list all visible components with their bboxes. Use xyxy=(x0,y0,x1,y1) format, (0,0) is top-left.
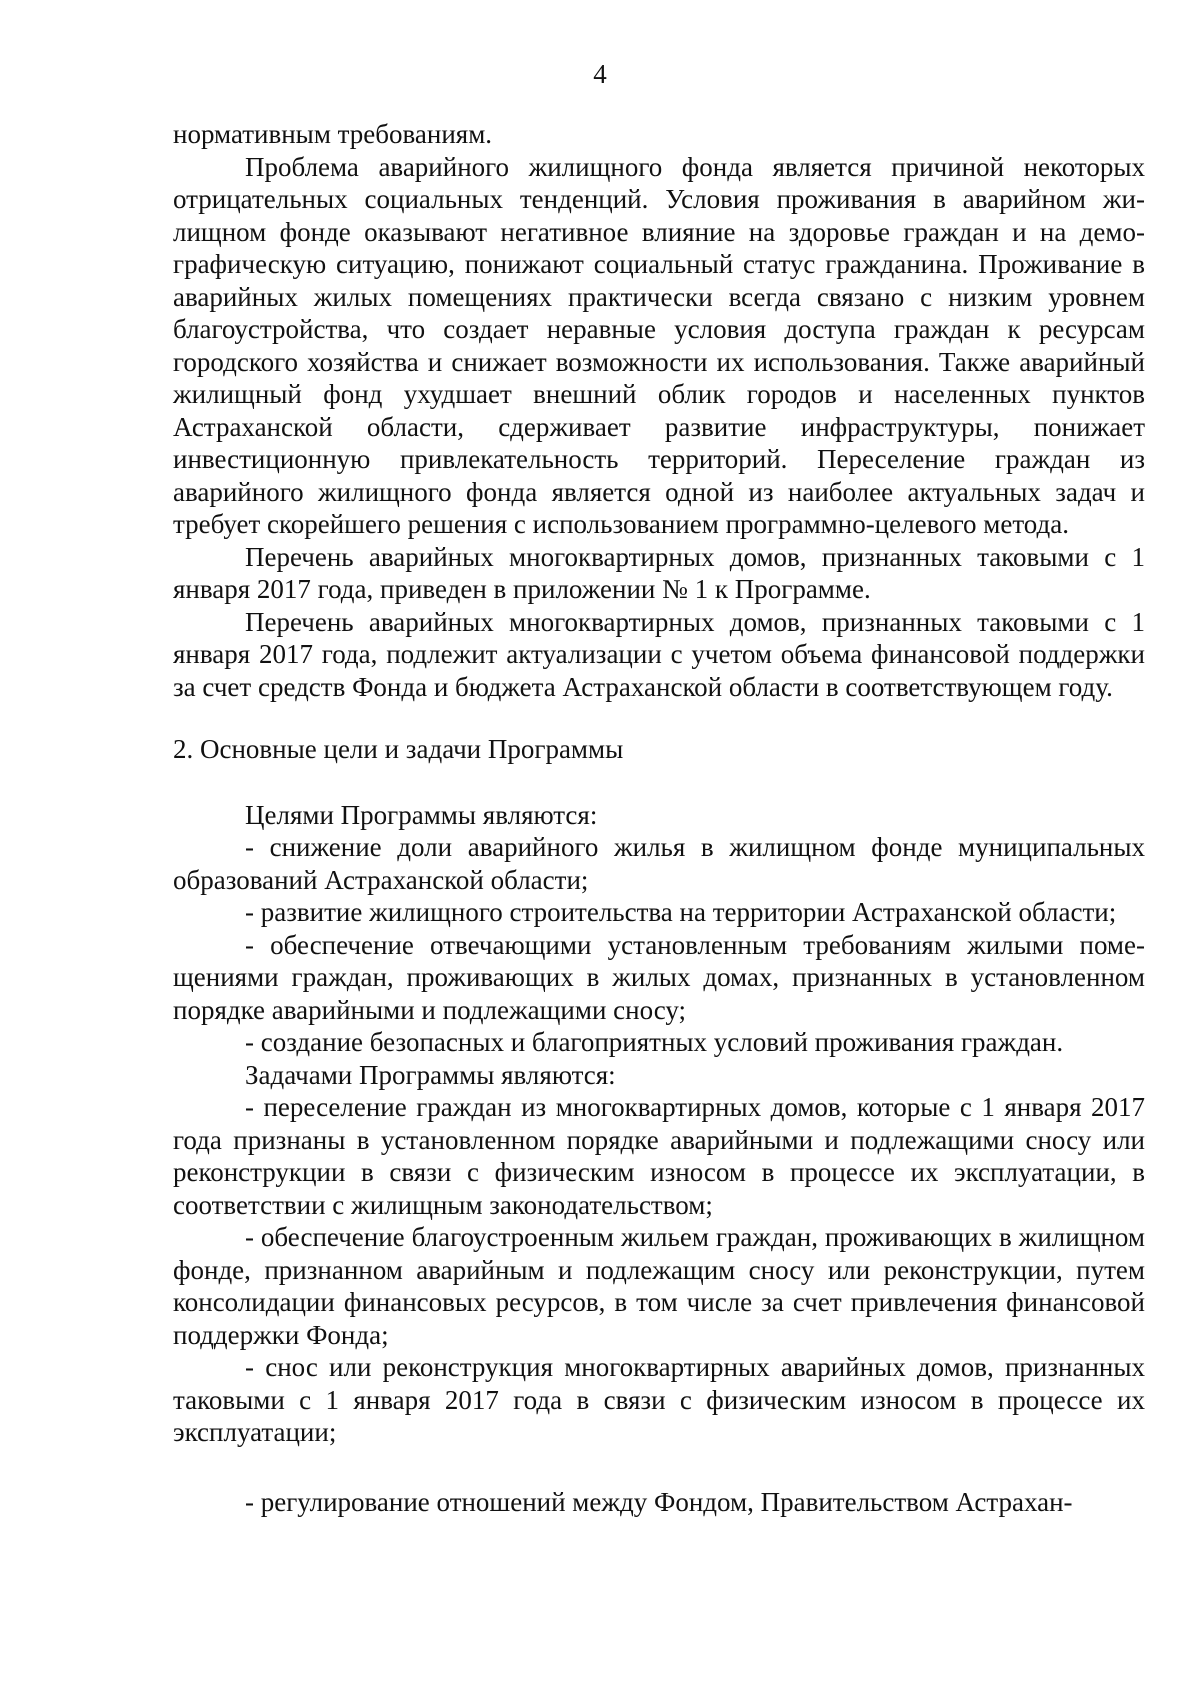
paragraph-problem: Проблема аварийного жилищного фонда является причиной некоторых отрицательных социальных тенденций. Условия проживания в аварийном жилищном фонде оказывают негативное влияние на здоровье граждан и на демографическую ситуацию, понижают социальный статус гражданина. Проживание в аварийных жилых помещениях практически всегда связано с низким уровнем благоустройства, что создает неравные условия доступа граждан к ресурсам городского хозяйства и снижает возможности их использования. Также аварийный жилищный фонд ухудшает внешний облик городов и населенных пунктов Астраханской области, сдерживает развитие инфраструктуры, понижает инвестиционную привлекательность территорий. Переселение граждан из аварийного жилищного фонда является одной из наиболее актуальных задач и требует скорейшего решения с использованием программно-целевого метода. xyxy=(173,151,1145,539)
paragraph-list-reference: Перечень аварийных многоквартирных домов, признанных таковыми с 1 января 2017 года, приведен в приложении № 1 к Программе. xyxy=(173,541,1145,604)
task-item: - снос или реконструкция многоквартирных аварийных домов, признанных таковыми с 1 января 2017 года в связи с физическим износом в процессе их эксплуатации; xyxy=(173,1352,1145,1447)
section-heading: 2. Основные цели и задачи Программы xyxy=(173,734,624,764)
tasks-intro: Задачами Программы являются: xyxy=(245,1059,616,1090)
page-number: 4 xyxy=(593,59,607,89)
paragraph-list-update: Перечень аварийных многоквартирных домов, признанных таковыми с 1 января 2017 года, подлежит актуализации с учетом объема финансовой поддержки за счет средств Фонда и бюджета Астраханской области в соответствующем году. xyxy=(173,606,1145,702)
task-item: - обеспечение благоустроенным жильем граждан, проживающих в жилищном фонде, признанном аварийным и подлежащим сносу или реконструкции, путем консолидации финансовых ресурсов, в том числе за счет привлечения финансовой поддержки Фонда; xyxy=(173,1222,1145,1350)
goals-intro: Целями Программы являются: xyxy=(245,799,598,830)
document-body xyxy=(173,118,1145,1518)
goal-item: - развитие жилищного строительства на территории Астраханской области; xyxy=(245,897,1117,927)
task-item: - регулирование отношений между Фондом, Правительством Астрахан- xyxy=(245,1486,1073,1517)
goal-item: - снижение доли аварийного жилья в жилищном фонде муниципальных образований Астраханской области; xyxy=(173,832,1145,895)
goal-item: - создание безопасных и благоприятных условий проживания граждан. xyxy=(245,1027,1064,1057)
goal-item: - обеспечение отвечающими установленным требованиям жилыми помещениями граждан, проживающих в жилых домах, признанных в установленном порядке аварийными и подлежащими сносу; xyxy=(173,929,1145,1025)
paragraph-continuation: нормативным требованиям. xyxy=(173,119,493,149)
task-item: - переселение граждан из многоквартирных домов, которые с 1 января 2017 года признаны в установленном порядке аварийными и подлежащими сносу или реконструкции в связи с физическим износом в процессе их эксплуатации, в соответствии с жилищным законодательством; xyxy=(173,1092,1145,1220)
